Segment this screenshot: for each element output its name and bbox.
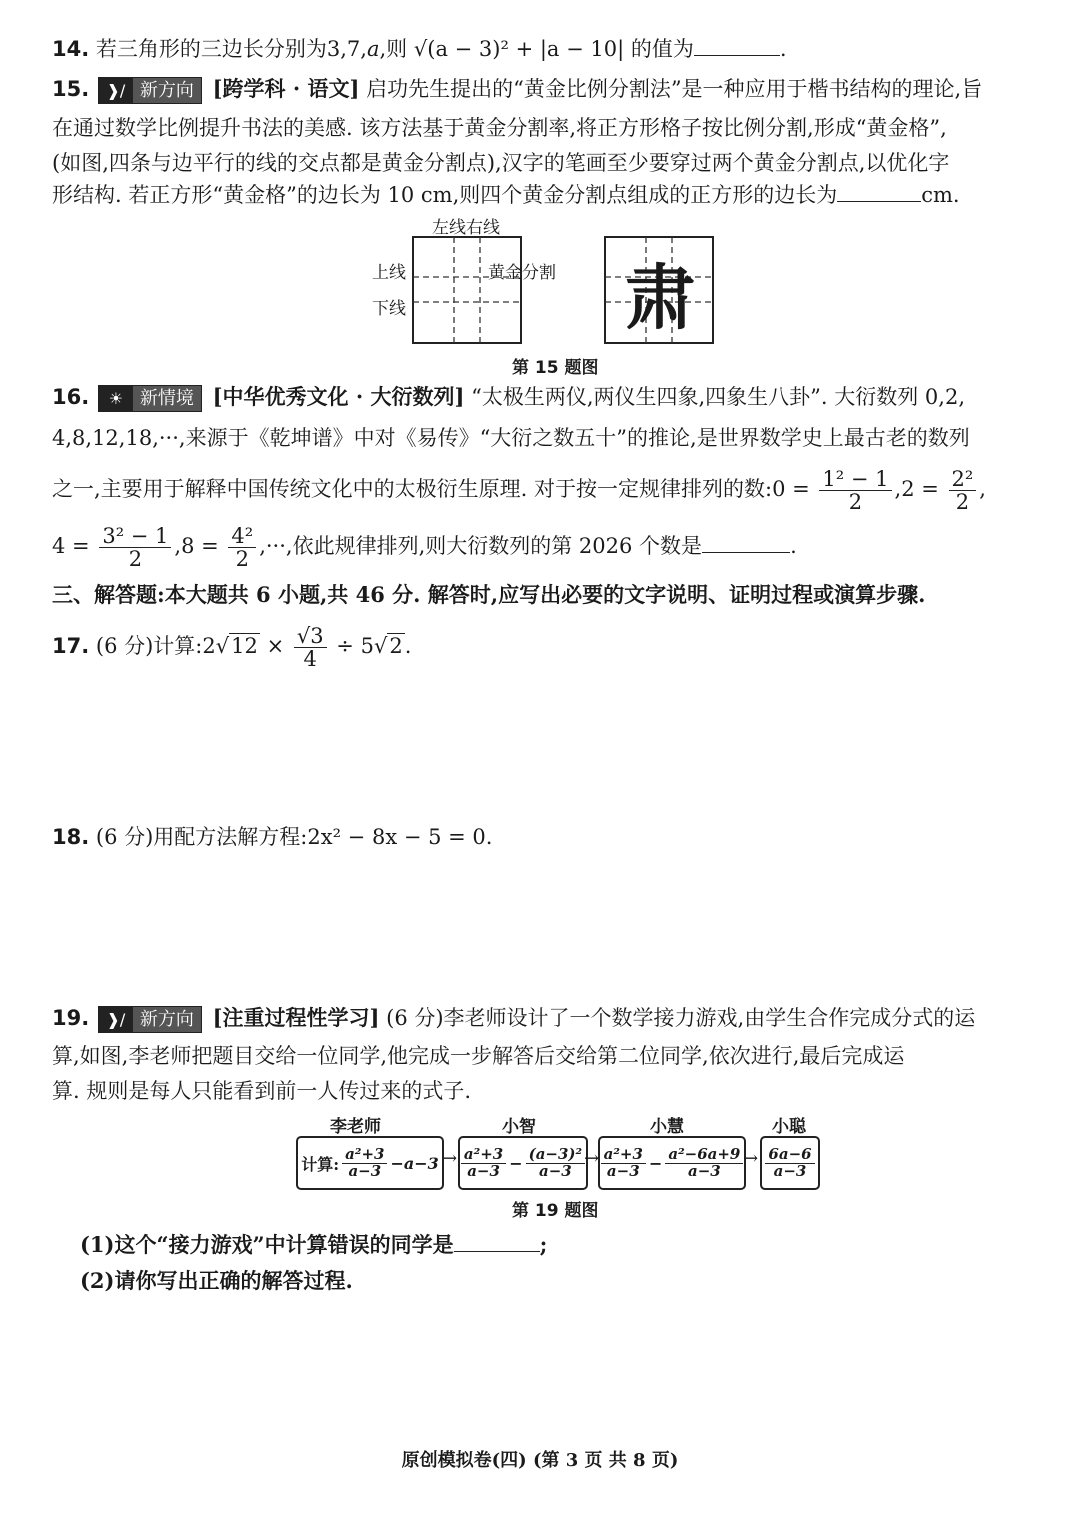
page-footer: 原创模拟卷(四) (第 3 页 共 8 页) — [401, 1450, 679, 1471]
q19-line-1: 19. ❱/ 新方向 [注重过程性学习] (6 分)李老师设计了一个数学接力游戏,由学生合作完成分式的运 — [52, 1003, 1042, 1033]
q19-line-2: 算,如图,李老师把题目交给一位同学,他完成一步解答后交给第二位同学,依次进行,最后完成运 — [52, 1044, 905, 1068]
fraction: $\frac{\text{(a−3)²}}{a-3}$ — [526, 1147, 586, 1180]
fraction: $\frac{\text{a²+3}}{a-3}$ — [461, 1147, 506, 1180]
new-direction-badge: ❱/ 新方向 — [98, 1006, 202, 1033]
section-heading: 三、解答题:本大题共 6 小题,共 46 分. 解答时,应写出必要的文字说明、证明过程或演算步骤. — [52, 582, 926, 607]
fraction: $\frac{\text{4²}}{2}$ — [228, 525, 256, 570]
new-context-badge: ☀ 新情境 — [98, 385, 202, 412]
fraction: $\frac{√3}{4}$ — [294, 625, 327, 670]
q14-line: 14. 若三角形的三边长分别为3,7,a,则 √(a − 3)² + |a − 10| 的值为 . — [52, 37, 787, 61]
teacher-name: 李老师 — [330, 1117, 381, 1137]
question-number: 14. — [52, 37, 90, 61]
q19-line-3: 算. 规则是每人只能看到前一人传过来的式子. — [52, 1079, 472, 1103]
q15-line-3: (如图,四条与边平行的线的交点都是黄金分割点),汉字的笔画至少要穿过两个黄金分割点,以优化字 — [52, 151, 950, 175]
fraction: $\frac{\text{3² − 1}}{2}$ — [99, 525, 171, 570]
q16-line-2: 4,8,12,18,···,来源于《乾坤谱》中对《易传》“大衍之数五十”的推论,是世界数学史上最古老的数列 — [52, 426, 970, 450]
calligraphy-character: 肃 — [625, 255, 695, 339]
answer-blank — [837, 181, 921, 202]
topic-label: [注重过程性学习] — [212, 1005, 380, 1030]
fraction: $\frac{\text{1² − 1}}{2}$ — [819, 468, 891, 513]
question-number: 16. — [52, 385, 90, 409]
student-name: 小聪 — [772, 1117, 806, 1137]
golden-section-label: 黄金分割 — [488, 263, 556, 283]
q19-part-1: (1)这个“接力游戏”中计算错误的同学是 ; — [80, 1232, 548, 1257]
figure-caption: 第 15 题图 — [512, 358, 599, 378]
right-arrow-icon: → — [442, 1148, 458, 1169]
arrow-icon: ❱/ — [99, 78, 133, 103]
question-number: 17. — [52, 634, 90, 658]
topic-label: [跨学科 · 语文] — [212, 76, 360, 101]
right-arrow-icon: → — [584, 1148, 600, 1169]
question-number: 19. — [52, 1006, 90, 1030]
q16-line-1: 16. ☀ 新情境 [中华优秀文化 · 大衍数列] “太极生两仪,两仪生四象,四象生八卦”. 大衍数列 0,2, — [52, 382, 1042, 412]
relay-box-xiaocong — [760, 1136, 820, 1190]
lightbulb-icon: ☀ — [99, 386, 133, 411]
figure-caption: 第 19 题图 — [512, 1201, 599, 1221]
student-name: 小慧 — [650, 1117, 684, 1137]
question-number: 18. — [52, 825, 90, 849]
q19-part-2: (2)请你写出正确的解答过程. — [80, 1268, 353, 1293]
answer-blank — [702, 532, 790, 553]
new-direction-badge: ❱/ 新方向 — [98, 77, 202, 104]
lower-line-label: 下线 — [372, 299, 406, 319]
q16-line-3: 之一,主要用于解释中国传统文化中的太极衍生原理. 对于按一定规律排列的数:0 = $\frac{\text{1² − 1}}{2}$ ,2 = $\frac{\text{2²}}{2}$ , — [52, 466, 986, 514]
fraction: $\frac{\text{a²+3}}{a-3}$ — [601, 1147, 646, 1180]
fraction: $\frac{\text{a²+3}}{a-3}$ — [342, 1147, 387, 1180]
question-number: 15. — [52, 77, 90, 101]
fraction: $\frac{\text{2²}}{2}$ — [949, 468, 977, 513]
arrow-icon: ❱/ — [99, 1007, 133, 1032]
q15-line-4: 形结构. 若正方形“黄金格”的边长为 10 cm,则四个黄金分割点组成的正方形的边长为 cm. — [52, 183, 960, 207]
right-arrow-icon: → — [743, 1148, 759, 1169]
upper-line-label: 上线 — [372, 263, 406, 283]
answer-blank — [454, 1231, 540, 1252]
relay-box-xiaohui: $\frac{\text{a²+3}}{a-3}$ − $\frac{\text{a²−6a+9}}{a-3}$ — [598, 1136, 746, 1190]
q18-line: 18. (6 分)用配方法解方程:2x² − 8x − 5 = 0. — [52, 825, 493, 849]
left-right-lines-label: 左线右线 — [432, 218, 500, 238]
radical-expression: √(a − 3)² + |a − 10| — [413, 37, 625, 61]
answer-blank — [694, 35, 780, 56]
student-name: 小智 — [502, 1117, 536, 1137]
q15-line-1: 15. ❱/ 新方向 [跨学科 · 语文] 启功先生提出的“黄金比例分割法”是一种应用于楷书结构的理论,旨 — [52, 74, 1042, 104]
q15-line-2: 在通过数学比例提升书法的美感. 该方法基于黄金分割率,将正方形格子按比例分割,形成“黄金格”, — [52, 116, 947, 140]
relay-box-xiaozhi: $\frac{\text{a²+3}}{a-3}$ − $\frac{\text{(a−3)²}}{a-3}$ — [458, 1136, 588, 1190]
relay-box-teacher: 计算: $\frac{\text{a²+3}}{a-3}$ −a−3 — [296, 1136, 444, 1190]
golden-grid — [412, 236, 524, 346]
topic-label: [中华优秀文化 · 大衍数列] — [212, 384, 465, 409]
q17-line: 17. (6 分)计算:2√12 × $\frac{√3}{4}$ ÷ 5√2. — [52, 623, 412, 671]
q16-line-4: 4 = $\frac{\text{3² − 1}}{2}$ ,8 = $\frac{\text{4²}}{2}$ ,···,依此规律排列,则大衍数列的第 2026 个数是 . — [52, 523, 797, 571]
fraction: $\frac{6a-6}{a-3}$ — [765, 1147, 814, 1180]
fraction: $\frac{\text{a²−6a+9}}{a-3}$ — [665, 1147, 743, 1180]
